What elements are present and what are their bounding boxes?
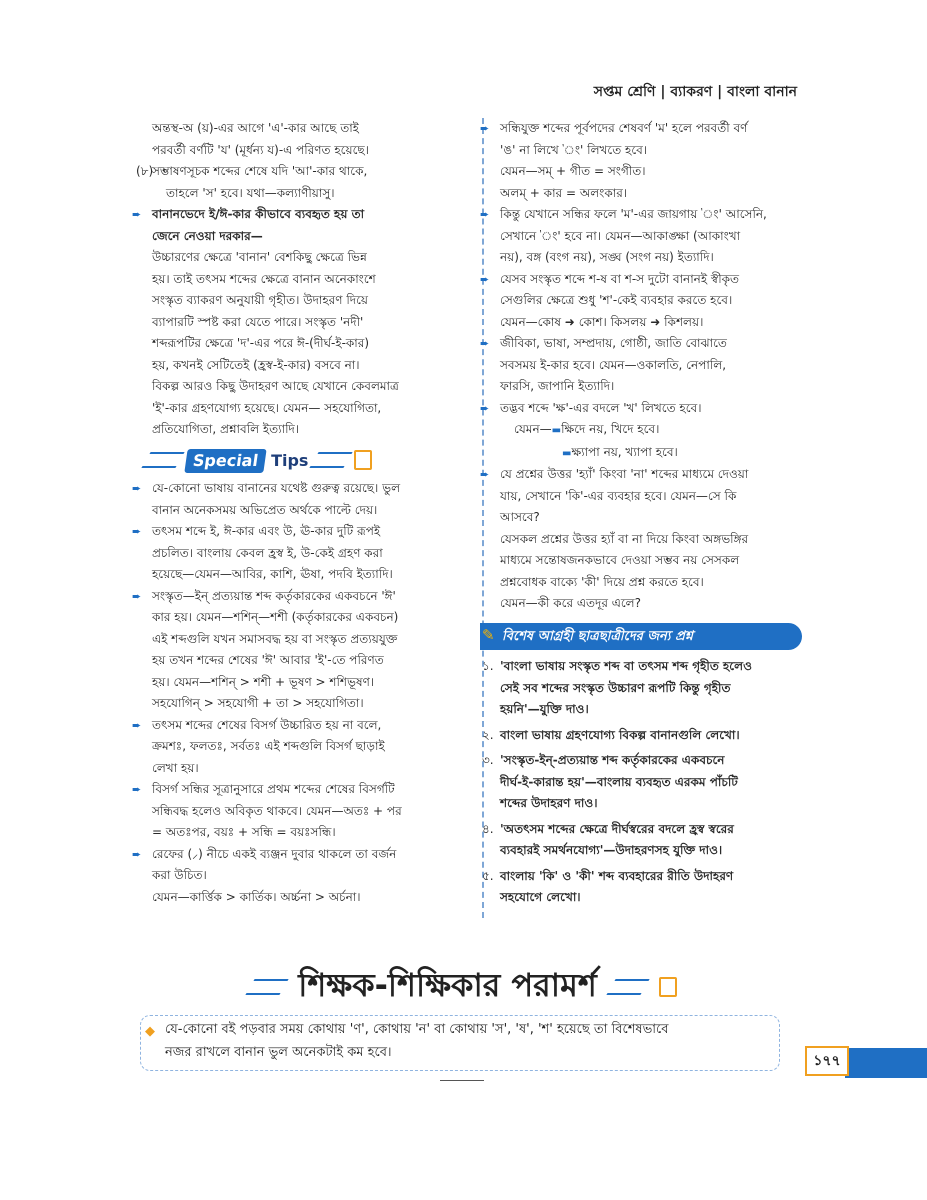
page-number-bar	[845, 1048, 927, 1078]
special-tips-heading	[146, 449, 464, 473]
arrow-bullet-icon: ➨	[132, 589, 142, 603]
example: যেমন—সম্ + গীত = সংগীত।	[500, 164, 646, 178]
rule-item: ➨ সন্ধিযুক্ত শব্দের পূর্বপদের শেষবর্ণ 'ম' হলে পরবর্তী বর্ণ 'ঙ' না লিখে 'ং' লিখতে হবে। যেমন—সম্ + গীত = সংগীত। অলম্ + কার = অলংকার।	[500, 118, 802, 204]
lightbulb-icon: ✎	[482, 625, 495, 644]
rule-item: ➨ তদ্ভব শব্দে 'ক্ষ'-এর বদলে 'খ' লিখতে হবে। যেমন—▬ক্ষিদে নয়, খিদে হবে। ▬ক্ষ্যাপা নয়, খ্যাপা হবে।	[500, 398, 802, 465]
question-number: ২.	[482, 727, 494, 742]
teacher-advice-heading	[0, 960, 927, 1014]
section-heading-cont: জেনে নেওয়া দরকার—	[152, 228, 263, 243]
left-column	[132, 118, 464, 908]
decorative-lines-icon	[246, 979, 289, 995]
question-item: ৫. বাংলায় 'কি' ও 'কী' শব্দ ব্যবহারের রীতি উদাহরণ সহযোগে লেখো।	[500, 866, 802, 909]
arrow-bullet-icon: ➨	[480, 337, 490, 350]
decorative-lines-icon	[606, 979, 649, 995]
special-label: Special	[184, 449, 266, 473]
rule-item: ➨ যে প্রশ্নের উত্তর 'হ্যাঁ' কিংবা 'না' শব্দের মাধ্যমে দেওয়া যায়, সেখানে 'কি'-এর ব্যবহার হবে। যেমন—সে কি আসবে? যেসকল প্রশ্নের উত্তর হ্যাঁ বা না দিয়ে কিংবা অঙ্গভঙ্গির মাধ্যমে সন্তোষজনকভাবে দেওয়া সম্ভব নয় সেসকল প্রশ্নবোধক বাক্যে 'কী' দিয়ে প্রশ্ন করতে হবে। যেমন—কী করে এতদূর এলে?	[500, 464, 802, 615]
tip-item: ➨ তৎসম শব্দের শেষের বিসর্গ উচ্চারিত হয় না বলে, ক্রমশঃ, ফলতঃ, সর্বতঃ এই শব্দগুলি বিসর্গ ছাড়াই লেখা হয়।	[152, 715, 464, 780]
diamond-bullet-icon: ◆	[145, 1024, 155, 1039]
document-icon	[659, 977, 677, 997]
arrow-bullet-icon: ➨	[480, 122, 490, 135]
intro-line: অন্তস্থ-অ (য়)-এর আগে 'এ'-কার আছে তাই	[152, 121, 359, 135]
question-number: ৫.	[482, 868, 494, 883]
right-arrow-icon: ➜	[564, 314, 575, 329]
column-divider	[482, 118, 484, 918]
question-item: ১. 'বাংলা ভাষায় সংস্কৃত শব্দ বা তৎসম শব্দ গৃহীত হলেও সেই সব শব্দের সংস্কৃত উচ্চারণ রূপটি কিন্তু গৃহীত হয়নি'—যুক্তি দাও।	[500, 656, 802, 721]
question-item: ২. বাংলা ভাষায় গ্রহণযোগ্য বিকল্প বানানগুলি লেখো।	[500, 725, 802, 747]
arrow-bullet-icon: ➨	[132, 482, 142, 495]
document-icon	[354, 450, 372, 470]
rule-item: ➨ জীবিকা, ভাষা, সম্প্রদায়, গোষ্ঠী, জাতি বোঝাতে সবসময় ই-কার হবে। যেমন—ওকালতি, নেপালি, ফারসি, জাপানি ইত্যাদি।	[500, 333, 802, 398]
rule-item: ➨ কিন্তু যেখানে সন্ধির ফলে 'ম'-এর জায়গায় 'ং' আসেনি, সেখানে 'ং' হবে না। যেমন—আকাঙ্ক্ষা (আকাংখা নয়), বঙ্গ (বংগ নয়), সঙ্ঘ (সংগ নয়) ইত্যাদি।	[500, 204, 802, 269]
tip-item: ➨ যে-কোনো ভাষায় বানানের যথেষ্ট গুরুত্ব রয়েছে। ভুল বানান অনেকসময় অভিপ্রেত অর্থকে পাল্টে দেয়।	[152, 478, 464, 521]
example: যেমন—কী করে এতদূর এলে?	[500, 596, 641, 610]
teacher-advice-title: শিক্ষক-শিক্ষিকার পরামর্শ	[298, 966, 597, 1004]
square-bullet-icon: ▬	[551, 425, 562, 436]
item-8: (৮) সম্ভাষণসূচক শব্দের শেষে যদি 'আ'-কার থাকে,	[152, 161, 464, 183]
item-number: (৮)	[136, 164, 154, 178]
tip-item: ➨ রেফের (⸝) নীচে একই ব্যঞ্জন দুবার থাকলে তা বর্জন করা উচিত। যেমন—কার্ত্তিক > কার্তিক। অর্চ্চনা > অর্চনা।	[152, 844, 464, 909]
question-banner: ✎ বিশেষ আগ্রহী ছাত্রছাত্রীদের জন্য প্রশ্ন	[480, 623, 802, 651]
intro-line: পরবর্তী বর্ণটি 'য' (মূর্ধন্য য)-এ পরিণত হয়েছে।	[152, 142, 369, 157]
question-number: ১.	[482, 659, 494, 673]
decorative-lines-icon	[141, 452, 184, 468]
item-8-cont: তাহলে 'স' হবে। যথা—কল্যাণীয়াসু।	[166, 185, 335, 200]
example: যেমন—কোষ ➜ কোশ। কিসলয় ➜ কিশলয়।	[500, 314, 704, 329]
tip-item: ➨ সংস্কৃত—ইন্ প্রত্যয়ান্ত শব্দ কর্তৃকারকের একবচনে 'ঈ' কার হয়। যেমন—শশিন্—শশী (কর্তৃকারকের একবচন) এই শব্দগুলি যখন সমাসবদ্ধ হয় বা সংস্কৃত প্রত্যয়যুক্ত হয় তখন শব্দের শেষের 'ঈ' আবার 'ই'-তে পরিণত হয়। যেমন—শশিন্ > শশী + ভূষণ > শশিভূষণ। সহযোগিন্ > সহযোগী + তা > সহযোগিতা।	[152, 586, 464, 715]
arrow-bullet-icon: ➨	[132, 525, 142, 538]
question-number: ৩.	[482, 753, 494, 767]
rule-item: ➨ যেসব সংস্কৃত শব্দে শ-ষ বা শ-স দুটো বানানই স্বীকৃত সেগুলির ক্ষেত্রে শুধু 'শ'-কেই ব্যবহার করতে হবে। যেমন—কোষ ➜ কোশ। কিসলয় ➜ কিশলয়।	[500, 269, 802, 334]
arrow-bullet-icon: ➨	[132, 208, 142, 221]
arrow-bullet-icon: ➨	[480, 208, 490, 221]
arrow-bullet-icon: ➨	[132, 783, 142, 796]
arrow-bullet-icon: ➨	[480, 401, 490, 415]
page-header: সপ্তম শ্রেণি | ব্যাকরণ | বাংলা বানান	[593, 84, 797, 100]
teacher-advice-note: ◆ যে-কোনো বই পড়বার সময় কোথায় 'ণ', কোথায় 'ন' বা কোথায় 'স', 'ষ', 'শ' হয়েছে তা বিশেষভাবে নজর রাখলে বানান ভুল অনেকটাই কম হবে।	[140, 1015, 780, 1071]
arrow-bullet-icon: ➨	[132, 718, 142, 732]
example: যেমন—▬ক্ষিদে নয়, খিদে হবে।	[514, 422, 660, 436]
right-column	[480, 118, 802, 913]
example: অলম্ + কার = অলংকার।	[500, 185, 628, 200]
question-item: ৩. 'সংস্কৃত-ইন্-প্রত্যয়ান্ত শব্দ কর্তৃকারকের একবচনে দীর্ঘ-ই-কারান্ত হয়'—বাংলায় ব্যবহৃত এরকম পাঁচটি শব্দের উদাহরণ দাও।	[500, 750, 802, 815]
decorative-lines-icon	[310, 452, 353, 468]
bottom-divider	[440, 1080, 484, 1081]
square-bullet-icon: ▬	[562, 447, 572, 459]
tip-item: ➨ বিসর্গ সন্ধির সূত্রানুসারে প্রথম শব্দের শেষের বিসর্গটি সন্ধিবদ্ধ হলেও অবিকৃত থাকবে। যেমন—অতঃ + পর = অতঃপর, বয়ঃ + সন্ধি = বয়ঃসন্ধি।	[152, 779, 464, 844]
tip-item: ➨ তৎসম শব্দে ই, ঈ-কার এবং উ, ঊ-কার দুটি রূপই প্রচলিত। বাংলায় কেবল হ্রস্ব ই, উ-কেই গ্রহণ করা হয়েছে—যেমন—আবির, কাশি, ঊষা, পদবি ইত্যাদি।	[152, 521, 464, 586]
right-arrow-icon: ➜	[650, 314, 661, 329]
page-number: ১৭৭	[805, 1046, 849, 1076]
arrow-bullet-icon: ➨	[132, 847, 142, 861]
question-number: ৪.	[482, 821, 494, 836]
question-item: ৪. 'অতৎসম শব্দের ক্ষেত্রে দীর্ঘস্বরের বদলে হ্রস্ব স্বরের ব্যবহারই সমর্থনযোগ্য'—উদাহরণসহ যুক্তি দাও।	[500, 819, 802, 862]
arrow-bullet-icon: ➨	[480, 468, 490, 481]
section-heading: ➨ বানানভেদে ই/ঈ-কার কীভাবে ব্যবহৃত হয় তা	[152, 204, 464, 226]
explanation-paragraph: উচ্চারণের ক্ষেত্রে 'বানান' বেশকিছু ক্ষেত্রে ভিন্ন হয়। তাই তৎসম শব্দের ক্ষেত্রে বানান অনেকাংশে সংস্কৃত ব্যাকরণ অনুযায়ী গৃহীত। উদাহরণ দিয়ে ব্যাপারটি স্পষ্ট করা যেতে পারে। সংস্কৃত 'নদী' শব্দরূপটির ক্ষেত্রে 'দ'-এর পরে ঈ-(দীর্ঘ-ই-কার) হয়, কখনই সেটিতেই (হ্রস্ব-ই-কার) বসবে না। বিকল্প আরও কিছু উদাহরণ আছে যেখানে কেবলমাত্র 'ই'-কার গ্রহণযোগ্য হয়েছে। যেমন— সহযোগিতা, প্রতিযোগিতা, প্রশ্নাবলি ইত্যাদি।	[152, 250, 399, 436]
example: ▬ক্ষ্যাপা নয়, খ্যাপা হবে।	[562, 444, 678, 459]
arrow-bullet-icon: ➨	[480, 272, 490, 286]
tips-label: Tips	[271, 450, 309, 470]
